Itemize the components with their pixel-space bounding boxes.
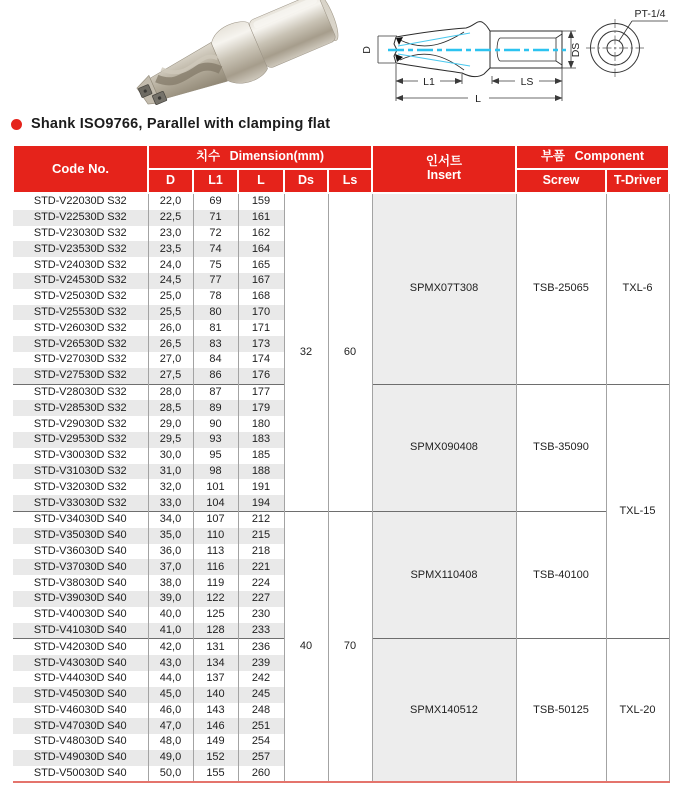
- cell-code: STD-V23030D S32: [33, 226, 127, 239]
- cell-insert: SPMX07T308: [372, 193, 516, 384]
- dimension-lines: [378, 31, 576, 101]
- cell-code: STD-V34030D S40: [13, 511, 148, 527]
- cell-l1: 77: [193, 273, 238, 289]
- cell-ls: 60: [328, 193, 372, 511]
- cell-code: STD-V46030D S40: [33, 703, 127, 716]
- drill-photo-illustration: [118, 0, 348, 112]
- label-ds: DS: [570, 42, 582, 58]
- cell-d: 23,0: [148, 226, 193, 242]
- cell-l1: 95: [193, 448, 238, 464]
- cell-l1: 140: [193, 687, 238, 703]
- cell-code: STD-V24030D S32: [33, 258, 127, 271]
- cell-l1: 89: [193, 400, 238, 416]
- cell-l: 218: [238, 544, 284, 560]
- cell-tdriver: TXL-15: [606, 384, 669, 639]
- cell-l: 170: [238, 305, 284, 321]
- cell-d: 23,5: [148, 241, 193, 257]
- cell-tdriver: TXL-6: [606, 193, 669, 384]
- product-photo: [118, 0, 348, 112]
- cell-screw: TSB-50125: [516, 639, 606, 783]
- cell-d: 34,0: [148, 511, 193, 527]
- cell-l1: 152: [193, 750, 238, 766]
- header-l: L: [238, 169, 284, 193]
- cell-code: STD-V27530D S32: [13, 368, 148, 384]
- cell-l: 236: [238, 639, 284, 655]
- cell-l: 260: [238, 766, 284, 783]
- cell-l1: 78: [193, 289, 238, 305]
- cell-code: STD-V39030D S40: [13, 591, 148, 607]
- cell-code: STD-V22530D S32: [13, 210, 148, 226]
- cell-code: STD-V25530D S32: [13, 305, 148, 321]
- cell-code: STD-V32030D S32: [33, 480, 127, 493]
- cell-l: 242: [238, 671, 284, 687]
- cell-l1: 101: [193, 479, 238, 495]
- cell-l: 159: [238, 193, 284, 210]
- cell-d: 24,0: [148, 257, 193, 273]
- cell-l1: 86: [193, 368, 238, 384]
- cell-l1: 125: [193, 607, 238, 623]
- cell-l: 221: [238, 559, 284, 575]
- cell-l: 254: [238, 734, 284, 750]
- cell-l1: 137: [193, 671, 238, 687]
- cell-tdriver: TXL-20: [606, 639, 669, 783]
- cell-l1: 107: [193, 511, 238, 527]
- header-l1: L1: [193, 169, 238, 193]
- cell-d: 27,5: [148, 368, 193, 384]
- cell-insert: SPMX090408: [372, 384, 516, 511]
- cell-d: 39,0: [148, 591, 193, 607]
- cell-d: 27,0: [148, 352, 193, 368]
- cell-l1: 131: [193, 639, 238, 655]
- cell-l: 183: [238, 432, 284, 448]
- cell-d: 50,0: [148, 766, 193, 783]
- cell-ds: 40: [284, 511, 328, 782]
- cell-code: STD-V28030D S32: [13, 384, 148, 400]
- cell-code: STD-V25030D S32: [33, 290, 127, 303]
- cell-l1: 74: [193, 241, 238, 257]
- cell-d: 49,0: [148, 750, 193, 766]
- cell-l1: 134: [193, 655, 238, 671]
- cell-l1: 72: [193, 226, 238, 242]
- header-ls: Ls: [328, 169, 372, 193]
- section-title: [11, 113, 330, 135]
- cell-d: 31,0: [148, 464, 193, 480]
- cell-l: 161: [238, 210, 284, 226]
- cell-l: 185: [238, 448, 284, 464]
- cell-l: 239: [238, 655, 284, 671]
- cell-d: 29,5: [148, 432, 193, 448]
- section-title-text: Shank ISO9766, Parallel with clamping flat: [31, 116, 331, 132]
- header-insert-ko: 인서트: [425, 154, 463, 169]
- cell-d: 35,0: [148, 528, 193, 544]
- header-screw: Screw: [516, 169, 606, 193]
- cell-d: 44,0: [148, 671, 193, 687]
- cell-l1: 98: [193, 464, 238, 480]
- header-insert: [372, 145, 516, 193]
- cell-l: 174: [238, 352, 284, 368]
- cell-screw: TSB-35090: [516, 384, 606, 511]
- cell-l1: 69: [193, 193, 238, 210]
- cell-l1: 71: [193, 210, 238, 226]
- cell-d: 37,0: [148, 559, 193, 575]
- dimension-diagram: [350, 0, 680, 115]
- cell-code: STD-V48030D S40: [33, 735, 127, 748]
- label-ls: LS: [520, 76, 534, 88]
- cell-l1: 93: [193, 432, 238, 448]
- cell-l: 188: [238, 464, 284, 480]
- cell-d: 33,0: [148, 495, 193, 511]
- cell-d: 38,0: [148, 575, 193, 591]
- cell-l: 179: [238, 400, 284, 416]
- cell-l: 180: [238, 416, 284, 432]
- cell-l: 212: [238, 511, 284, 527]
- cell-d: 25,0: [148, 289, 193, 305]
- cell-l1: 80: [193, 305, 238, 321]
- cell-l: 191: [238, 479, 284, 495]
- cell-l: 215: [238, 528, 284, 544]
- cell-code: STD-V38030D S40: [33, 576, 127, 589]
- header-dimension-group: 치수 Dimension(mm): [148, 145, 372, 169]
- cell-ls: 70: [328, 511, 372, 782]
- cell-l: 194: [238, 495, 284, 511]
- cell-l: 251: [238, 718, 284, 734]
- cell-l1: 110: [193, 528, 238, 544]
- cell-d: 22,5: [148, 210, 193, 226]
- bullet-icon: [11, 119, 22, 130]
- cell-l1: 149: [193, 734, 238, 750]
- table-row: [13, 511, 669, 527]
- cell-l: 233: [238, 623, 284, 639]
- cell-code: STD-V26530D S32: [13, 336, 148, 352]
- cell-l1: 75: [193, 257, 238, 273]
- label-l1: L1: [423, 76, 435, 88]
- cell-d: 45,0: [148, 687, 193, 703]
- dimension-diagram-svg: [350, 0, 680, 115]
- cell-d: 28,0: [148, 384, 193, 400]
- cell-code: STD-V31030D S32: [13, 464, 148, 480]
- cell-l: 230: [238, 607, 284, 623]
- cell-l: 167: [238, 273, 284, 289]
- cell-code: STD-V28530D S32: [13, 400, 148, 416]
- cell-l1: 83: [193, 336, 238, 352]
- cell-l1: 146: [193, 718, 238, 734]
- cell-code: STD-V27030D S32: [33, 353, 127, 366]
- cell-l1: 81: [193, 320, 238, 336]
- spec-table-body: [13, 193, 669, 782]
- header-component-group: 부품 Component: [516, 145, 669, 169]
- header-d: D: [148, 169, 193, 193]
- cell-code: STD-V50030D S40: [33, 767, 127, 780]
- cell-screw: TSB-25065: [516, 193, 606, 384]
- cell-l1: 122: [193, 591, 238, 607]
- label-l: L: [475, 93, 481, 105]
- table-row: [13, 193, 669, 210]
- cell-l: 173: [238, 336, 284, 352]
- cell-code: STD-V41030D S40: [13, 623, 148, 639]
- cell-d: 22,0: [148, 193, 193, 210]
- cell-l: 176: [238, 368, 284, 384]
- cell-code: STD-V45030D S40: [13, 687, 148, 703]
- cell-d: 41,0: [148, 623, 193, 639]
- cell-l1: 119: [193, 575, 238, 591]
- cell-d: 47,0: [148, 718, 193, 734]
- cell-code: STD-V22030D S32: [33, 195, 127, 208]
- cell-l1: 90: [193, 416, 238, 432]
- cell-code: STD-V33030D S32: [13, 495, 148, 511]
- cell-code: STD-V49030D S40: [13, 750, 148, 766]
- cell-insert: SPMX110408: [372, 511, 516, 638]
- cell-code: STD-V44030D S40: [33, 672, 127, 685]
- cell-d: 25,5: [148, 305, 193, 321]
- cell-l1: 84: [193, 352, 238, 368]
- cell-code: STD-V35030D S40: [13, 528, 148, 544]
- cell-l: 165: [238, 257, 284, 273]
- label-d: D: [361, 46, 373, 54]
- cell-code: STD-V36030D S40: [33, 544, 127, 557]
- cell-d: 26,5: [148, 336, 193, 352]
- cell-l1: 116: [193, 559, 238, 575]
- cell-l1: 155: [193, 766, 238, 783]
- cell-l: 245: [238, 687, 284, 703]
- cell-l1: 143: [193, 703, 238, 719]
- cell-l1: 104: [193, 495, 238, 511]
- cell-d: 48,0: [148, 734, 193, 750]
- cell-d: 42,0: [148, 639, 193, 655]
- cell-d: 43,0: [148, 655, 193, 671]
- cell-l: 177: [238, 384, 284, 400]
- cell-l: 227: [238, 591, 284, 607]
- cell-code: STD-V37030D S40: [13, 559, 148, 575]
- cell-code: STD-V29030D S32: [33, 417, 127, 430]
- cell-d: 30,0: [148, 448, 193, 464]
- cell-screw: TSB-40100: [516, 511, 606, 638]
- cell-code: STD-V29530D S32: [13, 432, 148, 448]
- cell-l1: 128: [193, 623, 238, 639]
- cell-insert: SPMX140512: [372, 639, 516, 783]
- cell-l: 248: [238, 703, 284, 719]
- header-tdriver: T-Driver: [606, 169, 669, 193]
- cell-ds: 32: [284, 193, 328, 511]
- cell-d: 40,0: [148, 607, 193, 623]
- header-code: Code No.: [13, 145, 148, 193]
- cell-l: 168: [238, 289, 284, 305]
- cell-l: 164: [238, 241, 284, 257]
- cell-d: 36,0: [148, 544, 193, 560]
- cell-l1: 87: [193, 384, 238, 400]
- cell-l: 162: [238, 226, 284, 242]
- cell-code: STD-V47030D S40: [13, 718, 148, 734]
- cell-d: 28,5: [148, 400, 193, 416]
- cell-d: 32,0: [148, 479, 193, 495]
- cell-l: 257: [238, 750, 284, 766]
- cell-code: STD-V30030D S32: [33, 449, 127, 462]
- cell-code: STD-V42030D S40: [13, 639, 148, 655]
- spec-table-header: [13, 145, 669, 193]
- cell-l1: 113: [193, 544, 238, 560]
- cell-d: 24,5: [148, 273, 193, 289]
- cell-code: STD-V43030D S40: [13, 655, 148, 671]
- cell-code: STD-V40030D S40: [33, 608, 127, 621]
- cell-l: 224: [238, 575, 284, 591]
- cell-code: STD-V23530D S32: [13, 241, 148, 257]
- label-pt: PT-1/4: [634, 8, 666, 20]
- cell-code: STD-V26030D S32: [33, 321, 127, 334]
- header-ds: Ds: [284, 169, 328, 193]
- header-insert-en: Insert: [426, 168, 462, 182]
- drill-end-view: [586, 19, 668, 77]
- cell-d: 26,0: [148, 320, 193, 336]
- cell-l: 171: [238, 320, 284, 336]
- cell-d: 29,0: [148, 416, 193, 432]
- cell-code: STD-V24530D S32: [13, 273, 148, 289]
- spec-table: [12, 144, 670, 783]
- cell-d: 46,0: [148, 703, 193, 719]
